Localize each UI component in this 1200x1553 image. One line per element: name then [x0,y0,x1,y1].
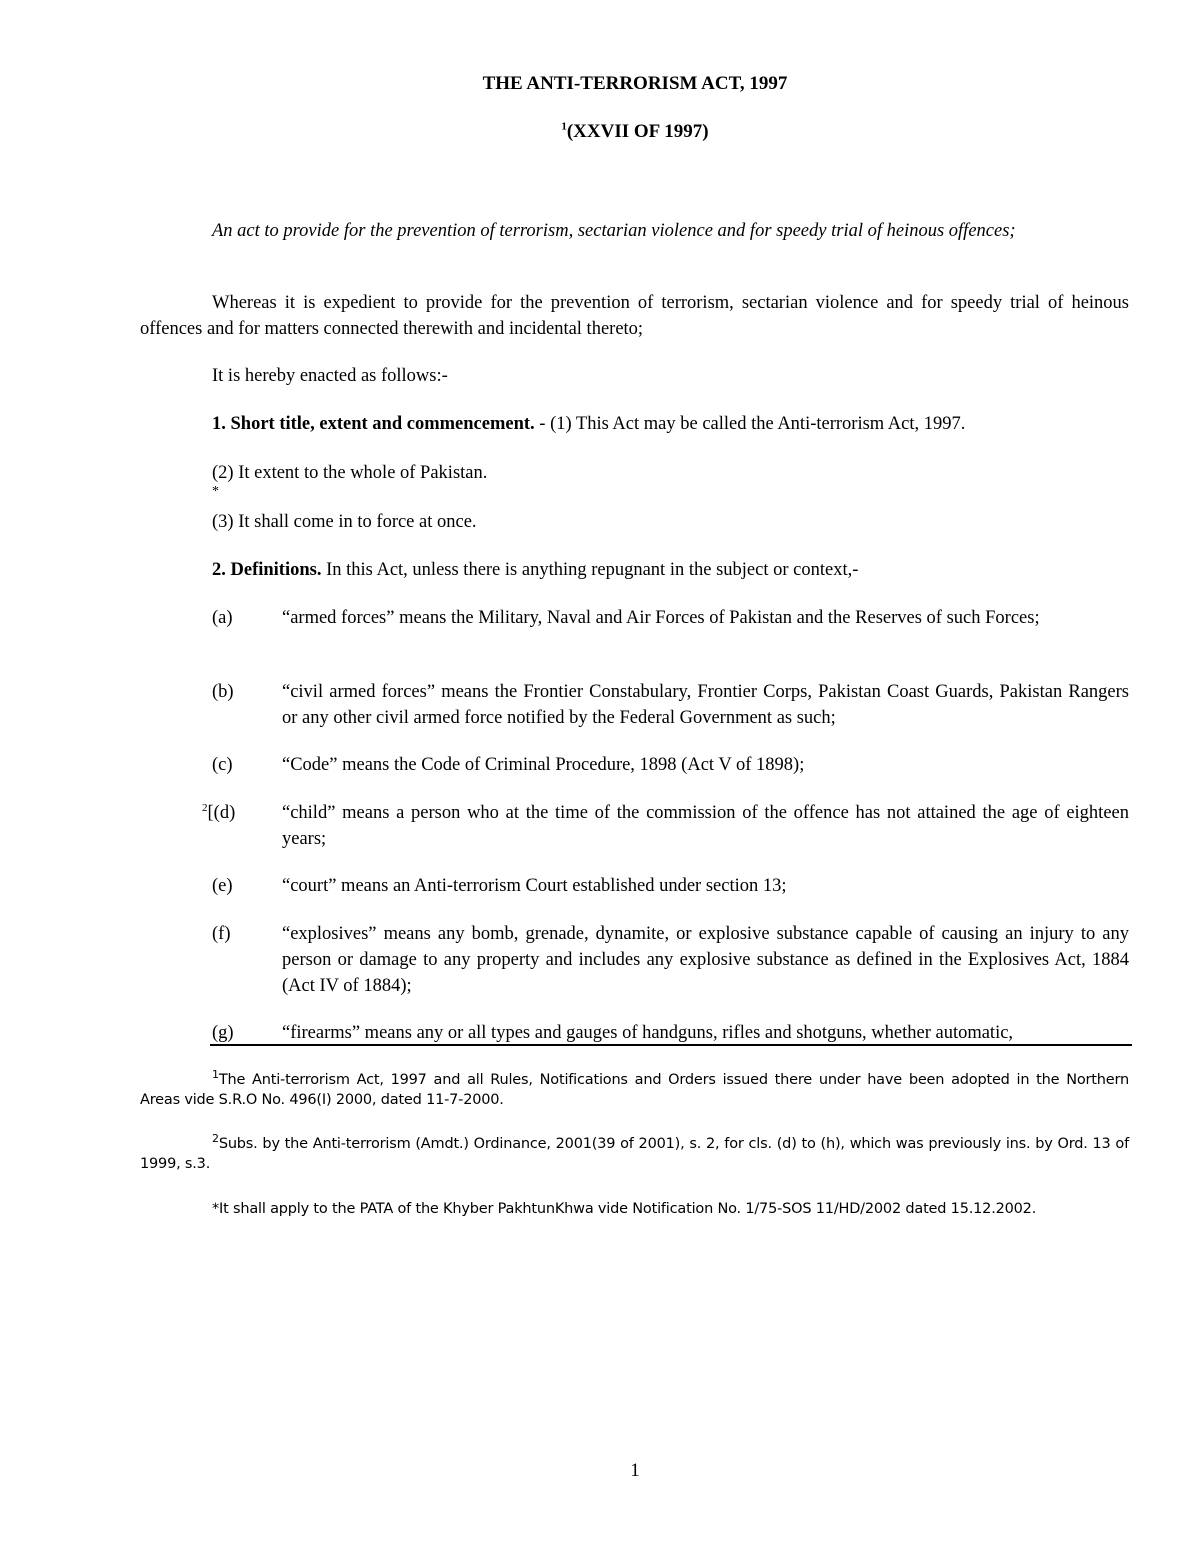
definition-item [212,752,1129,778]
definition-text: “explosives” means any bomb, grenade, dynamite, or explosive substance capable of causing an injury to any person or damage to any property and includes any explosive substance as defined in the Explosives Act, 1884 (Act IV of 1884); [282,924,1129,996]
definition-text: “civil armed forces” means the Frontier Constabulary, Frontier Corps, Pakistan Coast Guards, Pakistan Rangers or any other civil armed force notified by the Federal Government as such; [282,682,1129,728]
section-2-text: In this Act, unless there is anything repugnant in the subject or context,- [321,560,859,580]
section-1-sub-2: (2) It extent to the whole of Pakistan. [212,463,488,483]
definition-label: $^2$[(d) [202,801,236,823]
page-number: 1 [630,1460,640,1481]
definition-text: “child” means a person who at the time of the commission of the offence has not attained the age of eighteen years; [282,803,1129,849]
asterisk-note-ref: * [212,484,219,499]
footnote-ref-2: 2 [202,801,208,814]
long-title: An act to provide for the prevention of terrorism, sectarian violence and for speedy trial of heinous offences; [212,221,1016,241]
section-2-heading: 2. Definitions. [212,560,322,580]
definition-label: (b) [212,682,234,702]
preamble-whereas: Whereas it is expedient to provide for the prevention of terrorism, sectarian violence and for speedy trial of heinous offences and for matters connected therewith and incidental thereto; [140,293,1129,339]
definition-text: “armed forces” means the Military, Naval and Air Forces of Pakistan and the Reserves of such Forces; [282,608,1040,628]
definition-text: “Code” means the Code of Criminal Procedure, 1898 (Act V of 1898); [282,755,805,775]
definition-label: (c) [212,755,233,775]
definition-label: (a) [212,608,233,628]
definition-label: (g) [212,1023,234,1043]
act-title: THE ANTI-TERRORISM ACT, 1997 [482,73,788,94]
footnote-ref-1: 1 [561,120,567,133]
definition-label: (f) [212,924,231,944]
definition-item [202,800,1129,852]
definition-item [212,921,1129,999]
footnote: $^1$The Anti-terrorism Act, 1997 and all Rules, Notifications and Orders issued there under have been adopted in the Northern Areas vide S.R.O No. 496(I) 2000, dated 11-7-2000. [140,1068,1129,1108]
footnote: *It shall apply to the PATA of the Khyber PakhtunKhwa vide Notification No. 1/75-SOS 11/HD/2002 dated 15.12.2002. [212,1201,1037,1217]
footnote: $^2$Subs. by the Anti-terrorism (Amdt.) Ordinance, 2001(39 of 2001), s. 2, for cls. (d) to (h), which was previously ins. by Ord. 13 of 1999, s.3. [140,1132,1129,1172]
section-1-heading: 1. Short title, extent and commencement. [212,414,535,434]
definition-item [212,873,1129,899]
definition-item [212,605,1129,631]
definition-text: “firearms” means any or all types and gauges of handguns, rifles and shotguns, whether automatic, [282,1023,1014,1043]
footnote-divider [210,1044,1132,1046]
section-1-text: - (1) This Act may be called the Anti-terrorism Act, 1997. [534,414,966,434]
act-number-text: (XXVII OF 1997) [566,121,709,142]
section-1 [140,411,1129,437]
definition-label: (e) [212,876,233,896]
section-1-sub-3: (3) It shall come in to force at once. [212,512,477,532]
section-2 [140,557,1129,583]
definition-text: “court” means an Anti-terrorism Court established under section 13; [282,876,787,896]
definition-item [212,1020,1129,1046]
act-number [0,121,1200,143]
definition-item [212,679,1129,731]
enacting-clause: It is hereby enacted as follows:- [212,366,448,386]
